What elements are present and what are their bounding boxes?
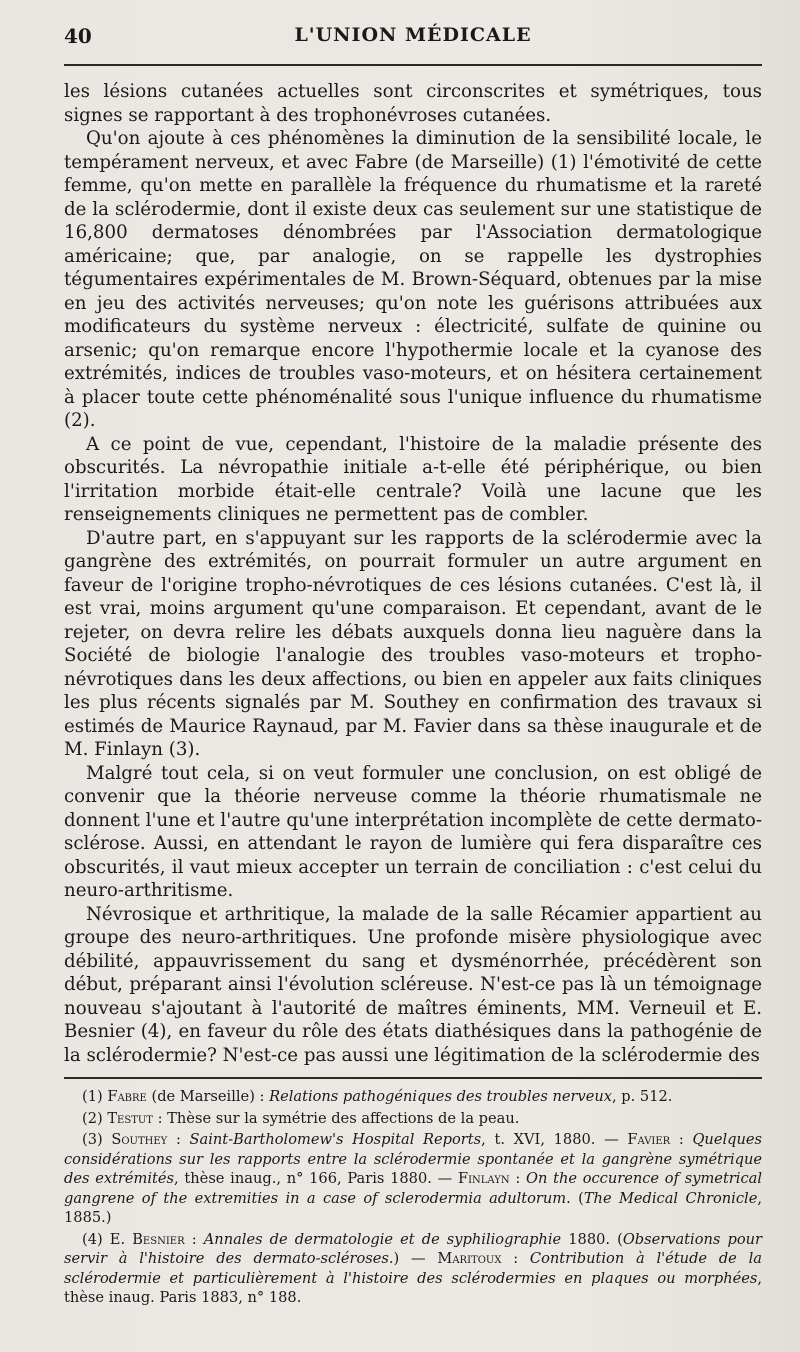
- footnote-author: Finlayn: [457, 1170, 510, 1187]
- footnote-author: Southey: [111, 1131, 168, 1148]
- footnote-author: Testut: [107, 1109, 153, 1127]
- footnote-text: ) —: [393, 1250, 438, 1267]
- footnotes: [64, 1087, 762, 1308]
- footnote-title: Relations pathogéniques des troubles nerveux: [269, 1088, 613, 1105]
- footnote-author: Favier: [627, 1131, 671, 1148]
- footnote-author: Fabre: [107, 1088, 147, 1105]
- footnote-text: , thèse inaug., n° 166, Paris 1880. —: [174, 1170, 458, 1187]
- footnote-text: , p. 512.: [612, 1088, 673, 1105]
- footnote-title: Saint-Bartholomew's Hospital Reports: [189, 1131, 482, 1148]
- footnote-4: [64, 1230, 762, 1308]
- footnote-text: :: [184, 1230, 204, 1248]
- footnote-text: :: [509, 1170, 526, 1187]
- footnote-title: The Medical Chronicle: [583, 1189, 758, 1207]
- footnote-author: Maritoux: [437, 1250, 502, 1267]
- footnote-title: On the occurence of symetrical gangrene of the extremities in a case of sclerodermia adultorum: [64, 1170, 762, 1207]
- footnote-3: [64, 1130, 762, 1228]
- footnote-text: (de Marseille) :: [146, 1088, 270, 1105]
- journal-title: L'UNION MÉDICALE: [294, 24, 532, 46]
- footnote-text: 1880. (: [561, 1230, 623, 1248]
- footnote-text: . (: [566, 1189, 584, 1207]
- footnote-text: , 1885.): [64, 1189, 762, 1226]
- footnote-2: [64, 1109, 762, 1129]
- paragraph-5: Malgré tout cela, si on veut formuler une conclusion, on est obligé de convenir que la théorie nerveuse comme la théorie rhumatismale ne donnent l'une et l'autre qu'une interprétation incomplète de cette dermato-sclérose. Aussi, en attendant le rayon de lumière qui fera disparaître ces obscurités, il vaut mieux accepter un terrain de conciliation : c'est celui du neuro-arthritisme.: [64, 762, 762, 901]
- paragraph-1: les lésions cutanées actuelles sont circonscrites et symétriques, tous signes se rapportant à des trophonévroses cutanées.: [64, 81, 762, 126]
- footnote-1: [64, 1087, 762, 1107]
- footnote-number: (3): [82, 1131, 103, 1148]
- footnote-title: Annales de dermatologie et de syphiliographie: [203, 1230, 562, 1248]
- paragraph-2: Qu'on ajoute à ces phénomènes la diminution de la sensibilité locale, le tempérament nerveux, et avec Fabre (de Marseille) (1) l'émotivité de cette femme, qu'on mette en parallèle la fréquence du rhumatisme et la rareté de la sclérodermie, dont il existe deux cas seulement sur une statistique de 16,800 dermatoses dénombrées par l'Association dermatologique américaine; que, par analogie, on se rappelle les dystrophies tégumentaires expérimentales de M. Brown-Séquard, obtenues par la mise en jeu des activités nerveuses; qu'on note les guérisons attribuées aux modificateurs du système nerveux : électricité, sulfate de quinine ou arsenic; qu'on remarque encore l'hypothermie locale et la cyanose des extrémités, indices de troubles vaso-moteurs, et on hésitera certainement à placer toute cette phénoménalité sous l'unique influence du rhumatisme (2).: [64, 128, 762, 431]
- footnote-text: : Thèse sur la symétrie des affections de la peau.: [152, 1109, 520, 1127]
- paragraph-6: Névrosique et arthritique, la malade de la salle Récamier appartient au groupe des neuro-arthritiques. Une profonde misère physiologique avec débilité, appauvrissement du sang et dysménorrhée, précédèrent son début, préparant ainsi l'évolution scléreuse. N'est-ce pas là un témoignage nouveau s'ajoutant à l'autorité de maîtres éminents, MM. Verneuil et E. Besnier (4), en faveur du rôle des états diathésiques dans la pathogénie de la sclérodermie? N'est-ce pas aussi une légitimation de la sclérodermie des: [64, 903, 762, 1066]
- footnote-number: (2): [82, 1109, 103, 1127]
- body-text: [64, 80, 762, 1067]
- footnote-text: :: [167, 1131, 190, 1148]
- footnote-number: (1): [82, 1088, 103, 1105]
- footnote-number: (4): [82, 1230, 103, 1248]
- footnote-author: E. Besnier: [109, 1230, 185, 1248]
- footnote-text: :: [501, 1250, 530, 1267]
- footnote-text: , t. XVI, 1880. —: [481, 1131, 628, 1148]
- footnote-title: Quelques considérations sur les rapports entre la sclérodermie spontanée et la gangrène symétrique des extrémités: [64, 1131, 763, 1187]
- running-header: [64, 24, 762, 66]
- footnote-divider: [64, 1077, 762, 1079]
- footnote-text: , thèse inaug. Paris 1883, n° 188.: [64, 1269, 762, 1306]
- paragraph-4: D'autre part, en s'appuyant sur les rapports de la sclérodermie avec la gangrène des extrémités, on pourrait formuler un autre argument en faveur de l'origine tropho-névrotiques de ces lésions cutanées. C'est là, il est vrai, moins argument qu'une comparaison. Et cependant, avant de le rejeter, on devra relire les débats auxquels donna lieu naguère dans la Société de biologie l'analogie des troubles vaso-moteurs et tropho-névrotiques dans les deux affections, ou bien en appeler aux faits cliniques les plus récents signalés par M. Southey en confirmation des travaux si estimés de Maurice Raynaud, par M. Favier dans sa thèse inaugurale et de M. Finlayn (3).: [64, 527, 762, 760]
- footnote-title: Contribution à l'étude de la sclérodermie et particulièrement à l'histoire des sclérodermies en plaques ou morphées: [64, 1250, 762, 1287]
- footnote-title: Observations pour servir à l'histoire des dermato-scléroses.: [64, 1230, 762, 1267]
- paragraph-3: A ce point de vue, cependant, l'histoire de la maladie présente des obscurités. La névropathie initiale a-t-elle été périphérique, ou bien l'irritation morbide était-elle centrale? Voilà une lacune que les renseignements cliniques ne permettent pas de combler.: [64, 433, 762, 525]
- page-number: 40: [64, 24, 92, 48]
- footnote-text: :: [670, 1131, 693, 1148]
